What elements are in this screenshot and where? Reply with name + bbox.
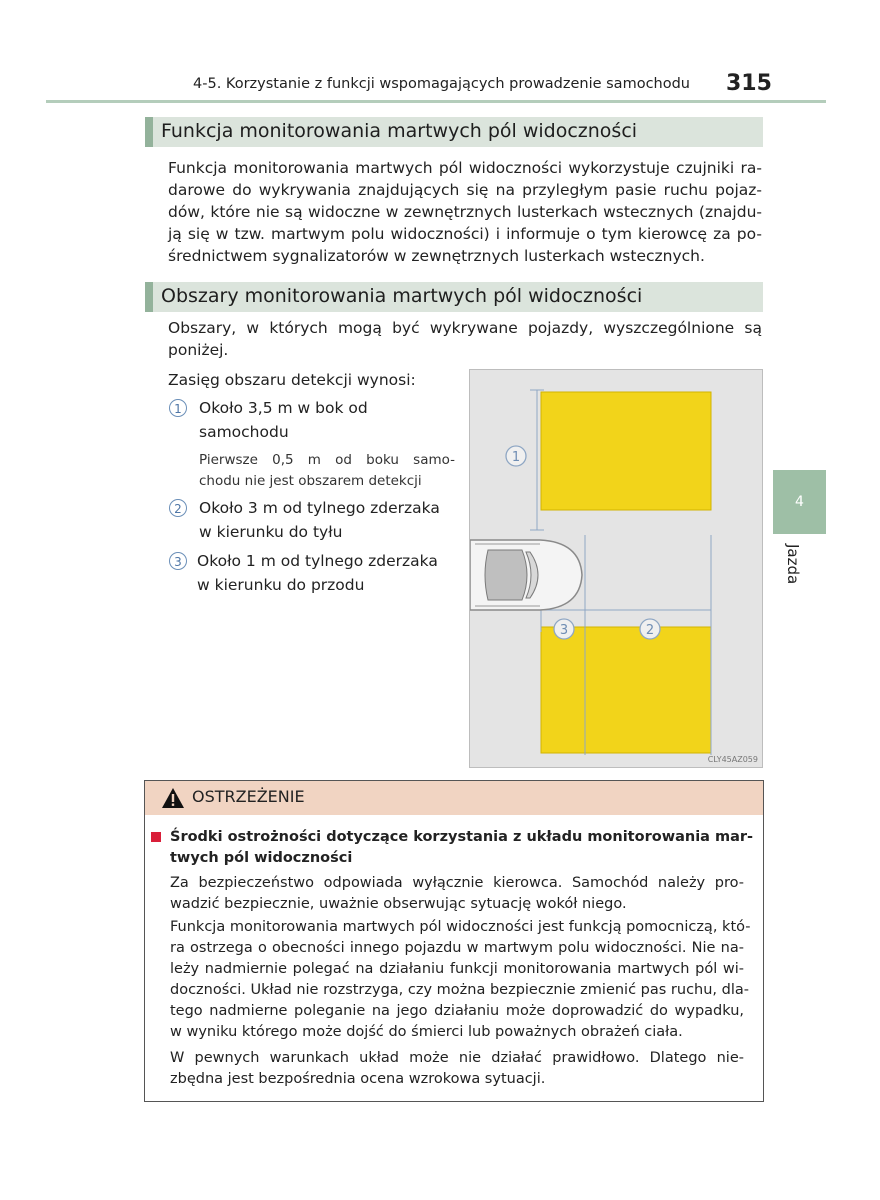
item-note — [199, 450, 455, 492]
page-number: 315 — [726, 71, 772, 96]
item-line: Około 3,5 m w bok od — [199, 399, 368, 417]
marker-3-icon: 3 — [169, 552, 187, 570]
warning-heading-line: twych pól widoczności — [170, 850, 353, 866]
warning-paragraph-1 — [170, 873, 744, 915]
paragraph-line: średnictwem sygnalizatorów w zewnętrznych lusterkach wstecznych. — [168, 247, 705, 265]
warning-line: w wyniku którego może dojść do śmierci lub poważnych obrażeń ciała. — [170, 1024, 683, 1040]
note-line: chodu nie jest obszarem detekcji — [199, 473, 422, 489]
warning-title: OSTRZEŻENIE — [192, 787, 305, 806]
paragraph-line: ją się w tzw. martwym polu widoczności) i informuje o tym kierowcę za po- — [168, 225, 762, 243]
detection-area-figure — [469, 369, 763, 768]
warning-line: leży nadmiernie polegać na działaniu funkcji monitorowania martwych pól wi- — [170, 961, 744, 977]
figure-marker-1-label: 1 — [511, 450, 521, 465]
warning-heading-line: Środki ostrożności dotyczące korzystania z układu monitorowania mar- — [170, 829, 754, 845]
warning-bullet — [151, 832, 161, 842]
warning-paragraph-2 — [170, 917, 751, 1043]
section-title-areas: Obszary monitorowania martwych pól widoczności — [161, 285, 643, 307]
item-line: Około 3 m od tylnego zderzaka — [199, 499, 440, 517]
warning-paragraph-3 — [170, 1048, 744, 1090]
section-title-function: Funkcja monitorowania martwych pól widoczności — [161, 120, 638, 142]
header-rule — [46, 100, 826, 103]
paragraph-line: poniżej. — [168, 341, 229, 359]
paragraph-line: Funkcja monitorowania martwych pól widoczności wykorzystuje czujniki ra- — [168, 159, 762, 177]
detection-area-diagram — [470, 370, 762, 767]
paragraph-line: darowe do wykrywania znajdujących się na przyległym pasie ruchu pojaz- — [168, 181, 762, 199]
side-detection-zone — [541, 392, 711, 510]
item-line: w kierunku do tyłu — [199, 523, 343, 541]
car-top-view — [470, 540, 582, 610]
range-label: Zasięg obszaru detekcji wynosi: — [168, 371, 416, 389]
warning-line: tego nadmierne poleganie na jego działaniu może doprowadzić do wypadku, — [170, 1003, 744, 1019]
section-paragraph-function — [168, 157, 762, 267]
list-item — [197, 549, 459, 597]
running-header: 4-5. Korzystanie z funkcji wspomagających prowadzenie samochodu — [193, 76, 690, 92]
figure-marker-3-label: 3 — [559, 623, 569, 638]
rear-detection-zone — [541, 627, 711, 753]
marker-1-icon: 1 — [169, 399, 187, 417]
warning-line: W pewnych warunkach układ może nie działać prawidłowo. Dlatego nie- — [170, 1050, 744, 1066]
chapter-label: Jazda — [784, 544, 802, 585]
note-line: Pierwsze 0,5 m od boku samo- — [199, 452, 455, 468]
chapter-number: 4 — [795, 494, 804, 510]
figure-marker-2-label: 2 — [645, 623, 655, 638]
marker-2-icon: 2 — [169, 499, 187, 517]
figure-code: CLY45AZ059 — [707, 755, 758, 764]
areas-intro — [168, 317, 762, 361]
paragraph-line: dów, które nie są widoczne w zewnętrznych lusterkach wstecznych (znajdu- — [168, 203, 762, 221]
item-line: samochodu — [199, 423, 289, 441]
warning-line: Za bezpieczeństwo odpowiada wyłącznie kierowca. Samochód należy pro- — [170, 875, 744, 891]
warning-line: Funkcja monitorowania martwych pól widoczności jest funkcją pomocniczą, któ- — [170, 919, 751, 935]
item-line: w kierunku do przodu — [197, 576, 365, 594]
list-item — [199, 496, 459, 544]
warning-triangle-icon — [161, 787, 185, 809]
paragraph-line: Obszary, w których mogą być wykrywane pojazdy, wyszczególnione są — [168, 319, 762, 337]
warning-heading — [170, 827, 754, 869]
warning-line: doczności. Układ nie rozstrzyga, czy można bezpiecznie zmienić pas ruchu, dla- — [170, 982, 749, 998]
warning-line: zbędna jest bezpośrednia ocena wzrokowa sytuacji. — [170, 1071, 546, 1087]
item-line: Około 1 m od tylnego zderzaka — [197, 552, 438, 570]
list-item — [199, 396, 459, 444]
warning-line: wadzić bezpiecznie, uważnie obserwując sytuację wokół niego. — [170, 896, 627, 912]
warning-line: ra ostrzega o obecności innego pojazdu w martwym polu widoczności. Nie na- — [170, 940, 744, 956]
